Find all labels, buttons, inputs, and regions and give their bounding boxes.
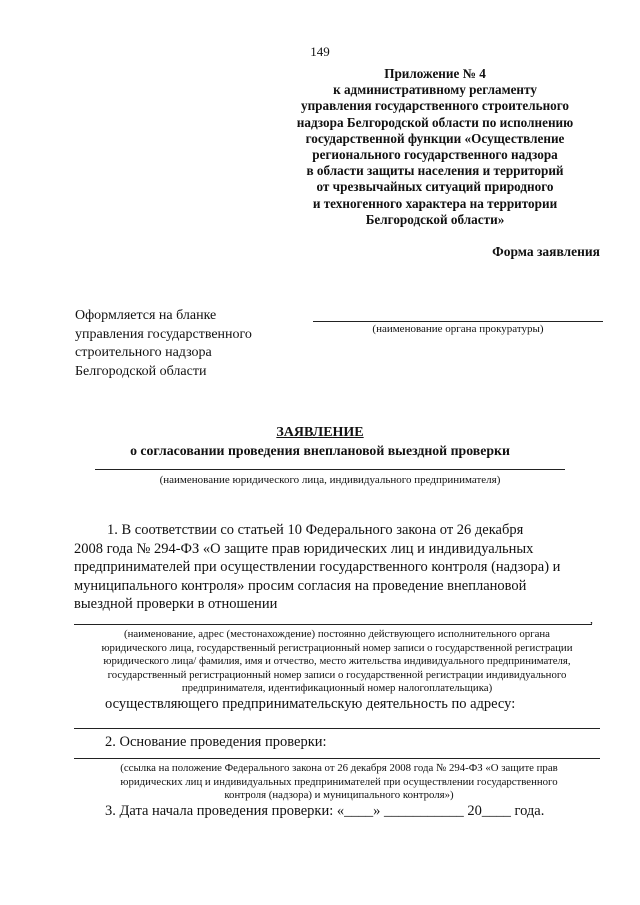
blank-note bbox=[75, 307, 315, 381]
entity-caption-line: юридического лица, государственный регистрационный номер записи о государственной регистрации bbox=[101, 641, 573, 654]
blank-note-line: Оформляется на бланке bbox=[75, 308, 217, 323]
entity-comma: , bbox=[590, 612, 593, 626]
document-subtitle: о согласовании проведения внеплановой выездной проверки bbox=[130, 443, 510, 458]
appendix-header bbox=[270, 66, 600, 228]
paragraph-1-line: выездной проверки в отношении bbox=[74, 596, 278, 612]
appendix-line: и техногенного характера на территории bbox=[312, 195, 558, 211]
document-title: ЗАЯВЛЕНИЕ bbox=[276, 425, 364, 440]
entity-caption-line: (наименование, адрес (местонахождение) постоянно действующего исполнительного органа bbox=[124, 628, 550, 640]
appendix-line: к административному регламенту bbox=[333, 82, 537, 98]
activity-address-label: осуществляющего предпринимательскую деятельность по адресу: bbox=[105, 696, 516, 712]
entity-field-line[interactable] bbox=[74, 624, 592, 625]
appendix-line: управления государственного строительного bbox=[300, 98, 570, 114]
basis-caption-line: (ссылка на положение Федерального закона от 26 декабря 2008 года № 294-ФЗ «О защите прав bbox=[120, 762, 558, 774]
legal-entity-caption: (наименование юридического лица, индивидуального предпринимателя) bbox=[159, 474, 501, 486]
basis-caption-line: контроля (надзора) и муниципального контроля») bbox=[224, 789, 454, 802]
blank-note-line: управления государственного bbox=[75, 326, 252, 342]
blank-note-line: Белгородской области bbox=[75, 363, 207, 379]
appendix-line: надзора Белгородской области по исполнению bbox=[296, 114, 574, 130]
paragraph-1-line: предпринимателей при осуществлении государственного контроля (надзора) и bbox=[74, 559, 561, 575]
appendix-line: Приложение № 4 bbox=[384, 66, 486, 81]
prosecutor-field-line[interactable] bbox=[313, 321, 603, 322]
appendix-line: регионального государственного надзора bbox=[312, 147, 558, 163]
paragraph-1-line: муниципального контроля» просим согласия на проведение внеплановой bbox=[74, 577, 527, 594]
entity-caption-line: юридического лица/ фамилия, имя и отчество, место жительства индивидуального предпринимателя, bbox=[103, 655, 571, 668]
appendix-line: государственной функции «Осуществление bbox=[305, 130, 565, 146]
entity-caption bbox=[74, 628, 600, 696]
inspection-basis-label: 2. Основание проведения проверки: bbox=[105, 734, 327, 750]
appendix-line: от чрезвычайных ситуаций природного bbox=[316, 179, 554, 195]
paragraph-1-line: 1. В соответствии со статьей 10 Федерального закона от 26 декабря bbox=[107, 522, 524, 538]
entity-caption-line: государственный регистрационный номер записи о государственной регистрации индивидуального bbox=[107, 668, 567, 681]
activity-address-field-line[interactable] bbox=[74, 728, 600, 729]
inspection-start-date[interactable]: 3. Дата начала проведения проверки: «____» ___________ 20____ года. bbox=[105, 803, 545, 819]
basis-caption-line: юридических лиц и индивидуальных предпринимателей при осуществлении государственного bbox=[120, 775, 558, 788]
page-number: 149 bbox=[310, 44, 330, 59]
inspection-basis-field-line[interactable] bbox=[74, 758, 600, 759]
prosecutor-caption: (наименование органа прокуратуры) bbox=[372, 323, 544, 335]
appendix-line: Белгородской области» bbox=[365, 211, 505, 227]
blank-note-line: строительного надзора bbox=[75, 345, 212, 360]
form-name: Форма заявления bbox=[492, 244, 600, 259]
paragraph-1-line: 2008 года № 294-ФЗ «О защите прав юридических лиц и индивидуальных bbox=[74, 540, 534, 557]
entity-caption-line: предпринимателя, идентификационный номер налогоплательщика) bbox=[181, 682, 493, 695]
appendix-line: в области защиты населения и территорий bbox=[306, 163, 564, 179]
paragraph-1 bbox=[74, 521, 600, 614]
inspection-basis-caption bbox=[78, 762, 600, 803]
legal-entity-field-line[interactable] bbox=[95, 469, 565, 470]
